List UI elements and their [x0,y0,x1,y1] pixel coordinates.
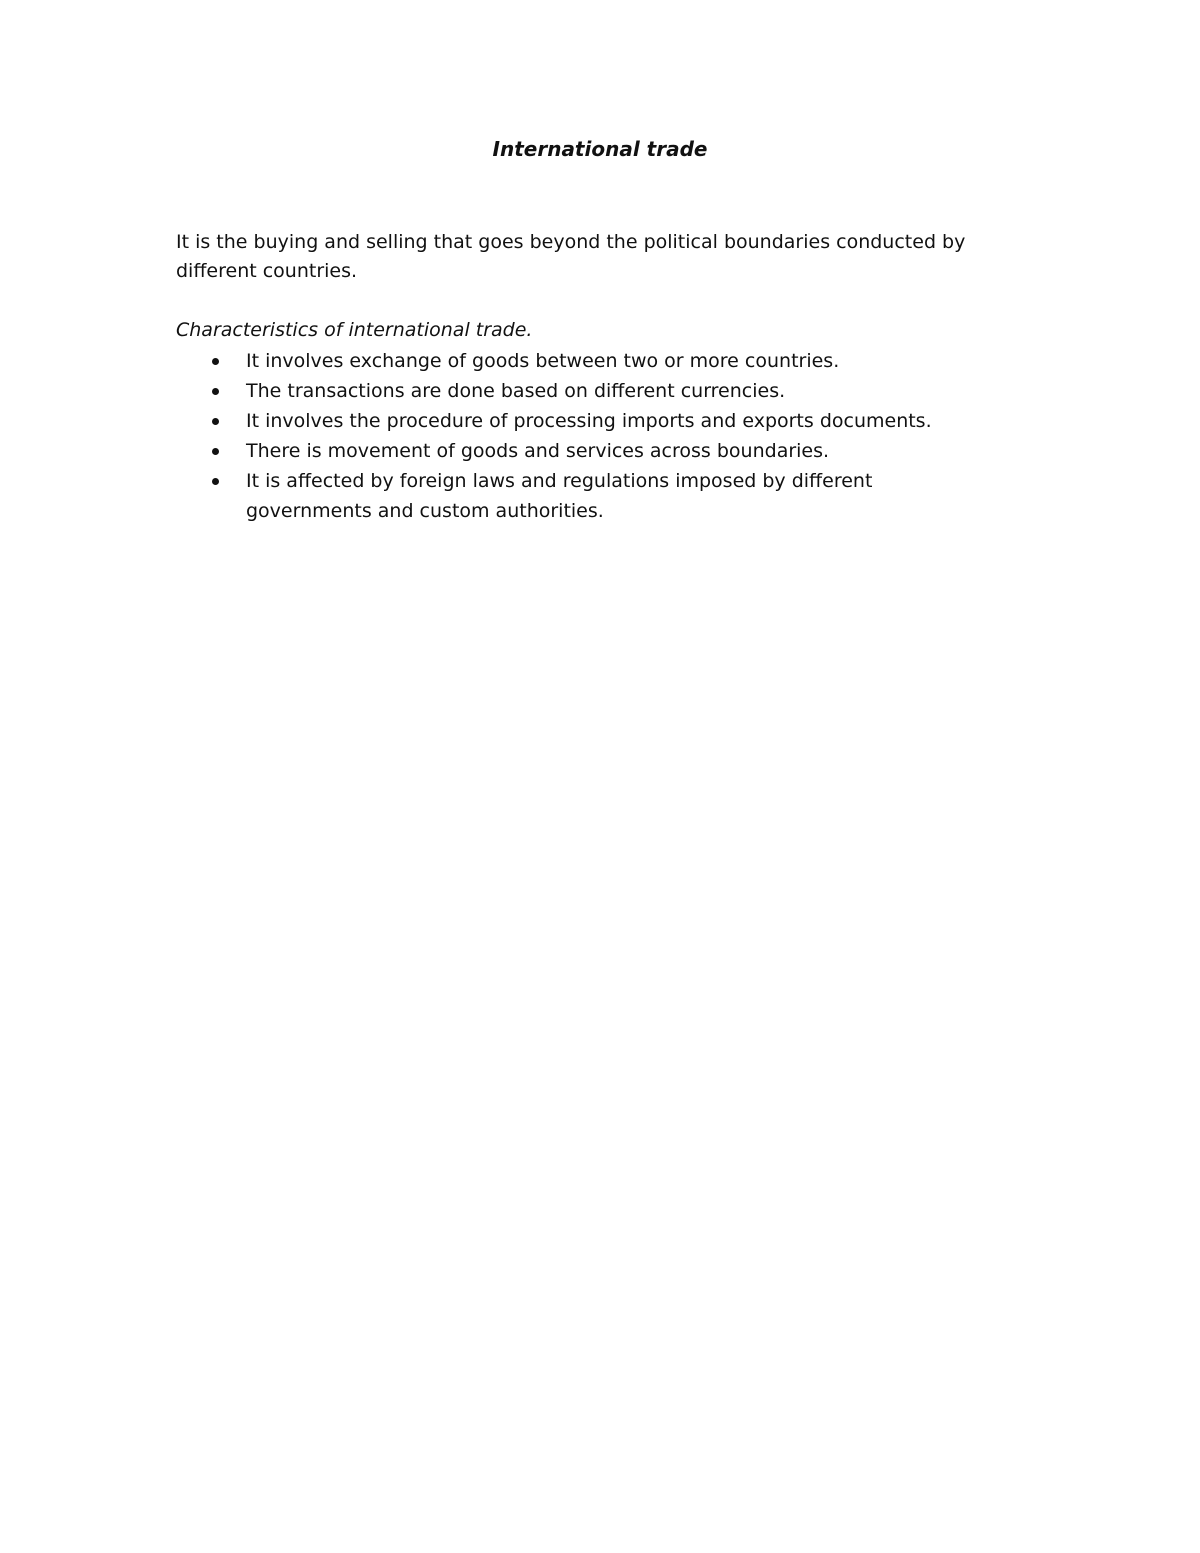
list-item-text: It is affected by foreign laws and regulations imposed by different governments and custom authorities. [246,470,873,522]
bullet-dot-icon [212,448,219,455]
characteristics-list [176,346,976,526]
intro-paragraph: It is the buying and selling that goes beyond the political boundaries conducted by different countries. [176,231,966,282]
list-item [176,436,976,466]
bullet-dot-icon [212,478,219,485]
list-item-text: There is movement of goods and services across boundaries. [246,440,830,462]
characteristics-heading: Characteristics of international trade. [176,319,533,341]
bullet-dot-icon [212,418,219,425]
list-item-text: It involves the procedure of processing imports and exports documents. [246,410,932,432]
list-item [176,466,976,526]
list-item [176,376,976,406]
list-item [176,406,976,436]
bullet-dot-icon [212,388,219,395]
list-item-text: It involves exchange of goods between two or more countries. [246,350,840,372]
bullet-dot-icon [212,358,219,365]
list-item [176,346,976,376]
list-item-text: The transactions are done based on different currencies. [246,380,786,402]
document-title: International trade [492,137,708,161]
